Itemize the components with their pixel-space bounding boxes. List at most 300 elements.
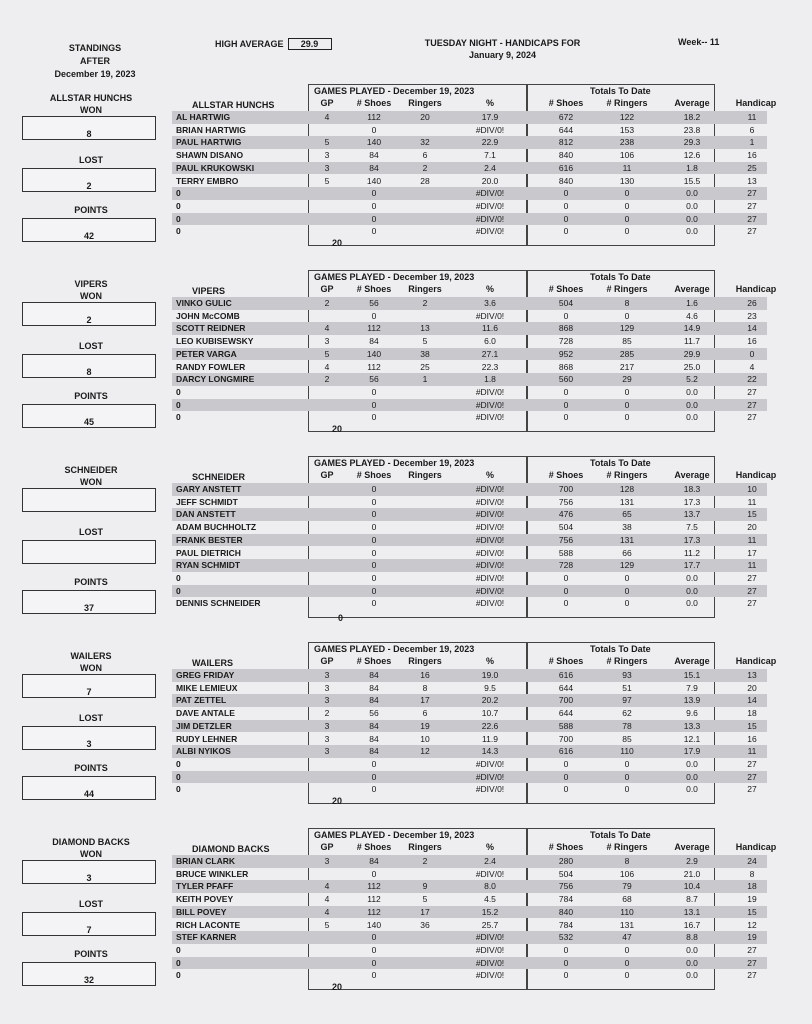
cell-4: #DIV/0! [475,957,505,968]
cell-4: #DIV/0! [475,534,505,545]
table-row [172,957,767,970]
won-label: WON [80,663,102,673]
cell-2: 0 [371,560,377,571]
cell-5: 0 [563,944,569,955]
cell-1: 4 [324,112,330,122]
player-name: DAVE ANTALE [176,708,235,719]
cell-4: #DIV/0! [475,585,505,596]
cell-5: 0 [563,213,569,224]
cell-4: 11.9 [482,733,498,744]
cell-3: 36 [420,919,430,930]
cell-2: 140 [366,348,382,359]
table-row [172,386,767,399]
player-name: PAUL KRUKOWSKI [176,162,255,173]
cell-5: 0 [563,758,569,769]
cell-6: 8 [624,298,630,308]
cell-6: 93 [622,670,632,680]
cell-7: 15.5 [683,175,701,186]
lost-value: 2 [22,168,156,192]
cell-2: 112 [367,323,381,334]
cell-2: 84 [369,720,379,731]
cell-5: 0 [563,957,569,968]
column-header-t_ringers: # Ringers [606,842,648,852]
cell-7: 5.2 [686,374,698,385]
cell-5: 0 [563,412,569,423]
cell-6: 238 [619,137,635,148]
table-row [172,720,767,733]
cell-4: 8.0 [484,881,496,892]
team-block [0,832,812,1014]
cell-6: 0 [624,944,630,955]
player-name: RYAN SCHMIDT [176,560,241,571]
won-label: WON [80,105,102,115]
table-row [172,187,767,200]
cell-7: 11.7 [684,336,700,347]
cell-4: #DIV/0! [475,310,505,321]
cell-7: 9.6 [686,708,698,719]
table-row [172,483,767,496]
cell-4: 4.5 [484,894,496,905]
table-row [172,733,767,746]
cell-7: 0.0 [686,944,698,955]
cell-6: 0 [624,226,630,237]
cell-4: 27.1 [481,348,499,359]
cell-2: 84 [369,150,379,161]
player-name: ADAM BUCHHOLTZ [176,522,257,533]
player-name: 0 [176,188,181,199]
cell-4: #DIV/0! [475,784,505,795]
cell-2: 84 [369,733,379,744]
cell-4: #DIV/0! [475,124,505,135]
table-row [172,361,767,374]
title-line2: January 9, 2024 [468,50,537,60]
cell-2: 0 [371,944,377,955]
column-header-pct: % [485,656,495,666]
cell-5: 616 [558,162,574,173]
table-row [172,669,767,682]
cell-4: #DIV/0! [475,496,505,507]
player-name: BRUCE WINKLER [176,868,249,879]
cell-6: 131 [619,919,635,930]
table-row [172,969,767,982]
cell-5: 700 [558,484,574,494]
cell-4: #DIV/0! [475,412,505,423]
cell-4: 3.6 [484,298,496,308]
lost-value: 8 [22,354,156,378]
cell-3: 32 [420,137,430,148]
table-row [172,111,767,124]
column-header-ringers: Ringers [408,98,442,108]
cell-5: 504 [558,298,574,308]
cell-7: 7.5 [686,522,698,533]
cell-2: 0 [371,310,377,321]
cell-7: 13.3 [683,720,701,731]
cell-8: 15 [747,906,757,917]
cell-2: 112 [367,361,381,372]
cell-4: 14.3 [481,746,499,757]
won-value: 2 [22,302,156,326]
player-name: 0 [176,758,181,769]
cell-4: 6.0 [484,336,496,347]
cell-6: 153 [619,124,635,135]
cell-4: #DIV/0! [475,572,505,583]
player-name: RUDY LEHNER [176,733,238,744]
won-label: WON [80,477,102,487]
cell-7: 21.0 [683,868,701,879]
column-header-t_shoes: # Shoes [548,656,584,666]
cell-2: 140 [366,137,382,148]
won-label: WON [80,849,102,859]
cell-5: 588 [558,547,574,558]
column-header-gp: GP [320,470,334,480]
cell-1: 4 [324,881,330,892]
table-row [172,682,767,695]
cell-2: 84 [369,746,379,757]
cell-5: 700 [558,733,574,744]
cell-8: 27 [747,188,757,199]
cell-5: 476 [558,509,574,520]
column-header-average: Average [674,284,710,294]
column-header-shoes: # Shoes [356,842,392,852]
points-value: 45 [22,404,156,428]
cell-7: 17.7 [683,560,701,571]
table-row [172,944,767,957]
column-header-gp: GP [320,284,334,294]
cell-2: 0 [371,200,377,211]
team-side-name: VIPERS [74,279,108,289]
cell-5: 840 [558,175,574,186]
player-name: RANDY FOWLER [176,361,246,372]
table-row [172,906,767,919]
cell-7: 12.6 [683,150,701,161]
points-label: POINTS [74,205,108,215]
standings-date: December 19, 2023 [54,69,136,79]
cell-5: 616 [558,670,574,680]
team-table-name: ALLSTAR HUNCHS [192,100,275,110]
player-name: 0 [176,226,181,237]
cell-7: 2.9 [686,856,698,866]
team-block [0,88,812,270]
column-header-t_shoes: # Shoes [548,284,584,294]
player-name: VINKO GULIC [176,298,232,308]
cell-6: 0 [624,957,630,968]
cell-6: 122 [619,112,635,122]
cell-2: 0 [371,771,377,782]
cell-6: 79 [622,881,632,892]
player-name: BRIAN CLARK [176,856,236,866]
table-row [172,411,767,424]
cell-6: 11 [622,162,632,173]
cell-5: 0 [563,585,569,596]
cell-7: 13.9 [683,695,701,706]
team-block [0,274,812,456]
player-name: 0 [176,957,181,968]
cell-7: 17.3 [683,496,701,507]
cell-2: 0 [371,124,377,135]
cell-1: 5 [324,919,330,930]
cell-2: 0 [371,572,377,583]
cell-6: 0 [624,310,630,321]
player-name: GREG FRIDAY [176,670,235,680]
totals-title: Totals To Date [590,644,651,654]
after-label: AFTER [80,56,110,66]
cell-4: 19.0 [481,670,499,680]
table-row [172,175,767,188]
cell-8: 4 [749,361,755,372]
cell-5: 0 [563,200,569,211]
cell-7: 0.0 [686,572,698,583]
player-name: DARCY LONGMIRE [176,374,255,385]
player-name: PETER VARGA [176,348,237,359]
cell-7: 0.0 [686,771,698,782]
player-name: GARY ANSTETT [176,484,242,494]
player-name: 0 [176,213,181,224]
cell-1: 2 [324,298,330,308]
column-header-t_shoes: # Shoes [548,98,584,108]
high-average-value: 29.9 [288,38,332,50]
cell-1: 3 [324,162,330,173]
cell-2: 0 [371,868,377,879]
column-header-shoes: # Shoes [356,656,392,666]
points-label: POINTS [74,577,108,587]
cell-7: 4.6 [686,310,698,321]
team-total: 20 [332,982,343,992]
cell-8: 27 [747,784,757,795]
cell-8: 27 [747,771,757,782]
totals-title: Totals To Date [590,458,651,468]
points-value: 44 [22,776,156,800]
cell-8: 16 [747,150,757,161]
player-name: 0 [176,784,181,795]
cell-2: 84 [369,670,379,680]
team-total: 20 [332,424,343,434]
player-name: 0 [176,399,181,410]
cell-1: 3 [324,695,330,706]
cell-4: 11.6 [482,323,498,334]
cell-7: 10.4 [683,881,701,892]
table-row [172,124,767,137]
cell-4: #DIV/0! [475,213,505,224]
cell-4: 10.7 [481,708,499,719]
column-header-average: Average [674,98,710,108]
cell-8: 16 [747,733,757,744]
won-value [22,488,156,512]
cell-3: 10 [420,733,430,744]
column-header-gp: GP [320,842,334,852]
cell-8: 15 [747,720,757,731]
table-row [172,310,767,323]
cell-4: #DIV/0! [475,771,505,782]
cell-5: 0 [563,399,569,410]
cell-7: 8.8 [686,932,698,943]
team-total: 20 [332,796,343,806]
cell-2: 112 [367,906,381,917]
table-row [172,707,767,720]
cell-2: 0 [371,585,377,596]
cell-2: 0 [371,412,377,423]
high-average [215,38,332,50]
cell-3: 12 [420,746,430,757]
lost-label: LOST [79,527,103,537]
column-header-shoes: # Shoes [356,470,392,480]
cell-4: #DIV/0! [475,560,505,571]
cell-7: 29.3 [683,137,701,148]
column-header-t_ringers: # Ringers [606,284,648,294]
lost-label: LOST [79,713,103,723]
column-header-shoes: # Shoes [356,284,392,294]
column-header-t_ringers: # Ringers [606,656,648,666]
points-value: 42 [22,218,156,242]
cell-6: 0 [624,771,630,782]
column-header-ringers: Ringers [408,284,442,294]
week-label: Week-- 11 [678,37,720,47]
column-header-gp: GP [320,656,334,666]
player-name: PAT ZETTEL [176,695,227,706]
team-table-name: WAILERS [192,658,234,668]
cell-7: 17.3 [683,534,701,545]
cell-4: #DIV/0! [475,226,505,237]
cell-7: 0.0 [686,386,698,397]
cell-5: 560 [558,374,574,385]
cell-6: 62 [622,708,632,719]
player-name: JEFF SCHMIDT [176,496,238,507]
cell-7: 25.0 [683,361,701,372]
table-row [172,919,767,932]
cell-6: 110 [620,746,634,757]
cell-2: 140 [366,175,382,186]
cell-8: 11 [747,560,757,571]
won-value: 3 [22,860,156,884]
cell-4: #DIV/0! [475,598,505,609]
column-header-t_ringers: # Ringers [606,98,648,108]
cell-4: #DIV/0! [475,547,505,558]
cell-7: 11.2 [684,547,700,558]
team-block [0,460,812,642]
cell-2: 0 [371,534,377,545]
cell-6: 0 [624,758,630,769]
player-name: DAN ANSTETT [176,509,236,520]
cell-5: 0 [563,226,569,237]
cell-8: 27 [747,200,757,211]
table-row [172,322,767,335]
totals-title: Totals To Date [590,272,651,282]
cell-6: 106 [619,150,635,161]
table-row [172,348,767,361]
player-name: MIKE LEMIEUX [176,682,238,693]
cell-5: 700 [558,695,574,706]
cell-8: 27 [747,970,757,981]
table-row [172,783,767,796]
table-row [172,335,767,348]
cell-2: 112 [367,881,381,892]
player-name: TYLER PFAFF [176,881,234,892]
player-name: PAUL DIETRICH [176,547,241,558]
cell-6: 78 [622,720,632,731]
cell-1: 4 [324,323,330,334]
lost-label: LOST [79,341,103,351]
team-side-name: ALLSTAR HUNCHS [49,93,133,103]
games-played-title: GAMES PLAYED - December 19, 2023 [314,458,475,468]
table-row [172,868,767,881]
cell-8: 27 [747,944,757,955]
cell-4: 1.8 [484,374,496,385]
cell-8: 27 [747,598,757,609]
cell-1: 4 [324,361,330,372]
cell-7: 8.7 [686,894,698,905]
cell-4: 25.7 [481,919,499,930]
cell-5: 588 [558,720,574,731]
table-row [172,149,767,162]
cell-4: #DIV/0! [475,932,505,943]
cell-6: 0 [624,412,630,423]
cell-1: 5 [324,348,330,359]
cell-5: 616 [558,746,574,757]
cell-7: 0.0 [686,412,698,423]
cell-3: 2 [422,298,428,308]
cell-1: 4 [324,906,330,917]
lost-label: LOST [79,155,103,165]
cell-2: 0 [371,399,377,410]
cell-7: 29.9 [683,348,701,359]
cell-5: 0 [563,784,569,795]
player-name: SCOTT REIDNER [176,323,246,334]
cell-6: 110 [620,906,634,917]
player-name: BRIAN HARTWIG [176,124,246,135]
cell-8: 1 [749,137,755,148]
column-header-average: Average [674,656,710,666]
cell-2: 84 [369,695,379,706]
team-block [0,646,812,828]
cell-7: 0.0 [686,784,698,795]
cell-1: 2 [324,374,330,385]
table-row [172,559,767,572]
cell-2: 56 [369,374,379,385]
cell-2: 0 [371,970,377,981]
cell-4: #DIV/0! [475,399,505,410]
cell-8: 11 [747,112,757,122]
cell-3: 2 [422,856,428,866]
lost-value [22,540,156,564]
column-header-ringers: Ringers [408,842,442,852]
cell-3: 17 [420,695,430,706]
cell-2: 0 [371,758,377,769]
column-header-average: Average [674,842,710,852]
cell-4: 7.1 [484,150,496,161]
column-header-t_shoes: # Shoes [548,842,584,852]
cell-1: 2 [324,708,330,719]
cell-5: 644 [558,708,574,719]
cell-7: 0.0 [686,598,698,609]
cell-2: 0 [371,386,377,397]
cell-8: 11 [747,534,757,545]
player-name: KEITH POVEY [176,894,234,905]
cell-2: 0 [371,957,377,968]
column-header-handicap: Handicap [735,98,777,108]
cell-6: 65 [622,509,632,520]
games-played-title: GAMES PLAYED - December 19, 2023 [314,644,475,654]
cell-4: 2.4 [484,162,496,173]
cell-8: 15 [747,509,757,520]
cell-8: 20 [747,682,757,693]
cell-3: 25 [420,361,430,372]
cell-5: 280 [558,856,574,866]
cell-5: 0 [563,188,569,199]
cell-4: 20.2 [481,695,499,706]
cell-7: 1.8 [686,162,698,173]
cell-8: 24 [747,856,757,866]
column-header-pct: % [485,842,495,852]
cell-2: 0 [371,598,377,609]
